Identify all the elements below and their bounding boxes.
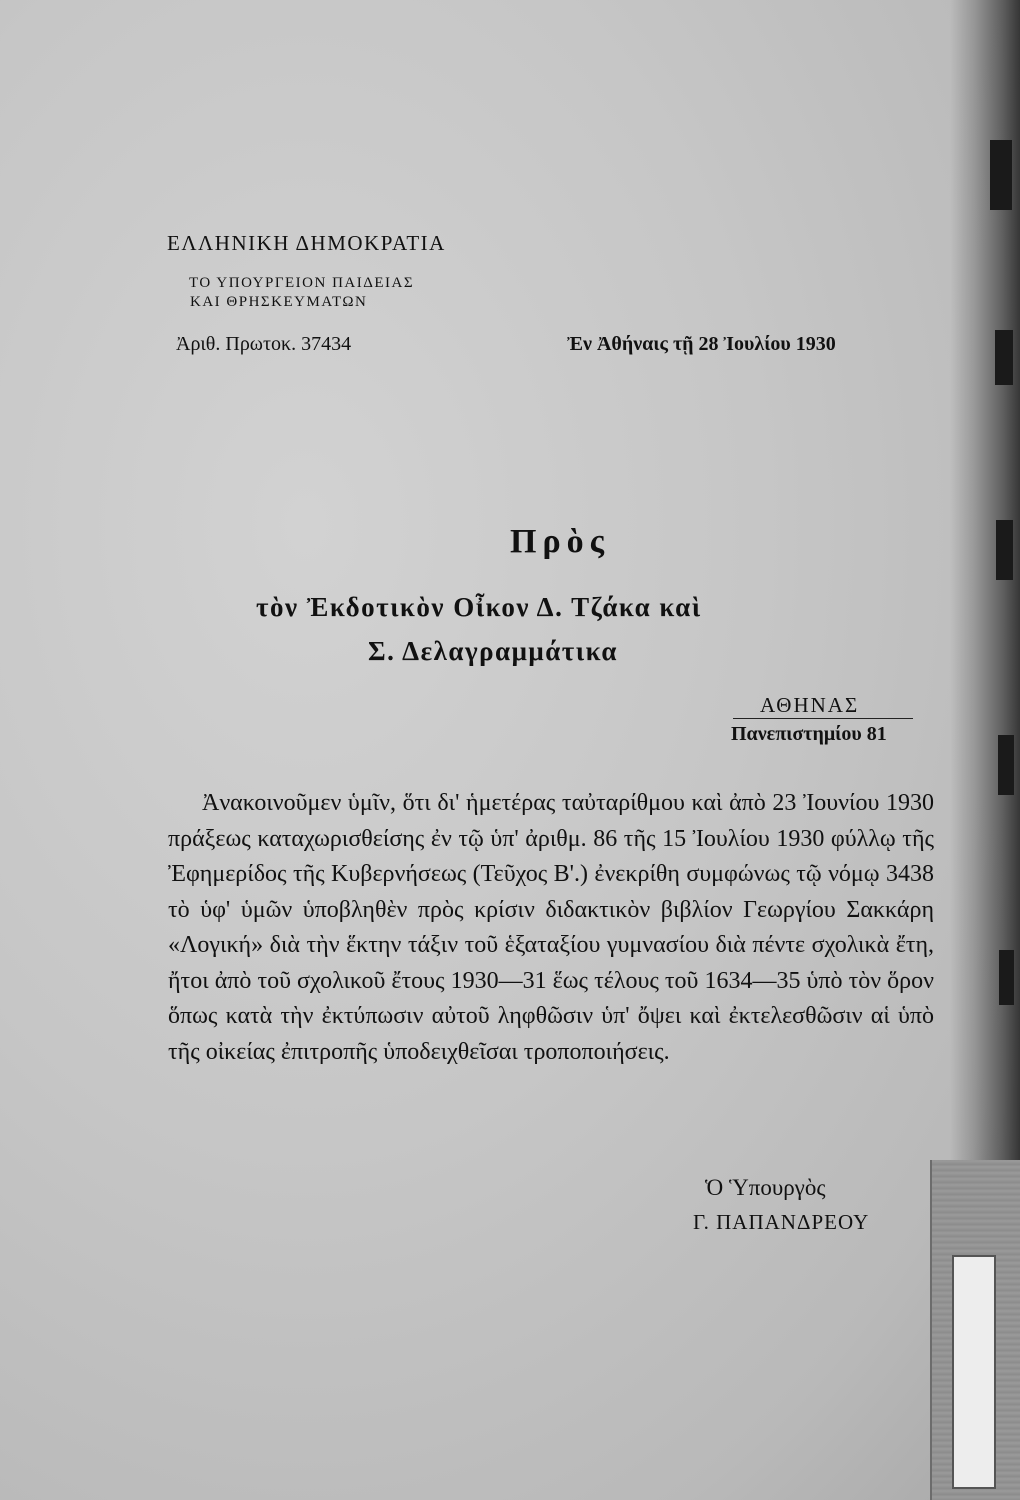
letter-body: Ἀνακοινοῦμεν ὑμῖν, ὅτι δι' ἡμετέρας ταὐταρίθμου καὶ ἀπὸ 23 Ἰουνίου 1930 πράξεως καταχωρισθείσης ἐν τῷ ὑπ' ἀριθμ. 86 τῆς 15 Ἰουλίου 1930 φύλλῳ τῆς Ἐφημερίδος τῆς Κυβερνήσεως (Τεῦχος Β'.) ἐνεκρίθη συμφώνως τῷ νόμῳ 3438 τὸ ὑφ' ὑμῶν ὑποβληθὲν πρὸς κρίσιν διδακτικὸν βιβλίον Γεωργίου Σακκάρη «Λογική» διὰ τὴν ἕκτην τάξιν τοῦ ἑξαταξίου γυμνασίου διὰ πέντε σχολικὰ ἔτη, ἤτοι ἀπὸ τοῦ σχολικοῦ ἔτους 1930—31 ἕως τέλους τοῦ 1634—35 ὑπὸ τὸν ὅρον ὅπως κατὰ τὴν ἐκτύπωσιν αὐτοῦ ληφθῶσιν ὑπ' ὄψει καὶ ἐκτελεσθῶσιν αἱ ὑπὸ τῆς οἰκείας ἐπιτροπῆς ὑποδειχθεῖσαι τροποποιήσεις. bbox=[168, 790, 934, 1065]
recipient-heading: Πρὸς bbox=[510, 523, 610, 560]
letterhead-ministry-line1: ΤΟ ΥΠΟΥΡΓΕΙΟΝ ΠΑΙΔΕΙΑΣ bbox=[189, 275, 415, 291]
binding-mark bbox=[996, 520, 1013, 580]
signature-name: Γ. ΠΑΠΑΝΔΡΕΟΥ bbox=[693, 1210, 870, 1234]
library-label-window bbox=[952, 1255, 996, 1489]
address-underline bbox=[733, 718, 913, 719]
protocol-number: Ἀριθ. Πρωτοκ. 37434 bbox=[176, 333, 352, 355]
recipient-line2: Σ. Δελαγραμμάτικα bbox=[368, 636, 618, 666]
binding-mark bbox=[998, 735, 1014, 795]
letterhead-country: ΕΛΛΗΝΙΚΗ ΔΗΜΟΚΡΑΤΙΑ bbox=[167, 231, 446, 255]
library-label-sticker bbox=[930, 1160, 1020, 1500]
binding-mark bbox=[990, 140, 1012, 210]
signature-title: Ὁ Ὑπουργὸς bbox=[705, 1175, 826, 1200]
address-city: ΑΘΗΝΑΣ bbox=[760, 693, 860, 717]
address-street: Πανεπιστημίου 81 bbox=[731, 723, 887, 745]
binding-mark bbox=[995, 330, 1013, 385]
date-place: Ἐν Ἀθήναις τῇ 28 Ἰουλίου 1930 bbox=[567, 333, 836, 355]
binding-mark bbox=[999, 950, 1014, 1005]
letterhead-ministry-line2: ΚΑΙ ΘΡΗΣΚΕΥΜΑΤΩΝ bbox=[190, 294, 368, 310]
recipient-line1: τὸν Ἐκδοτικὸν Οἶκον Δ. Τζάκα καὶ bbox=[256, 592, 702, 622]
